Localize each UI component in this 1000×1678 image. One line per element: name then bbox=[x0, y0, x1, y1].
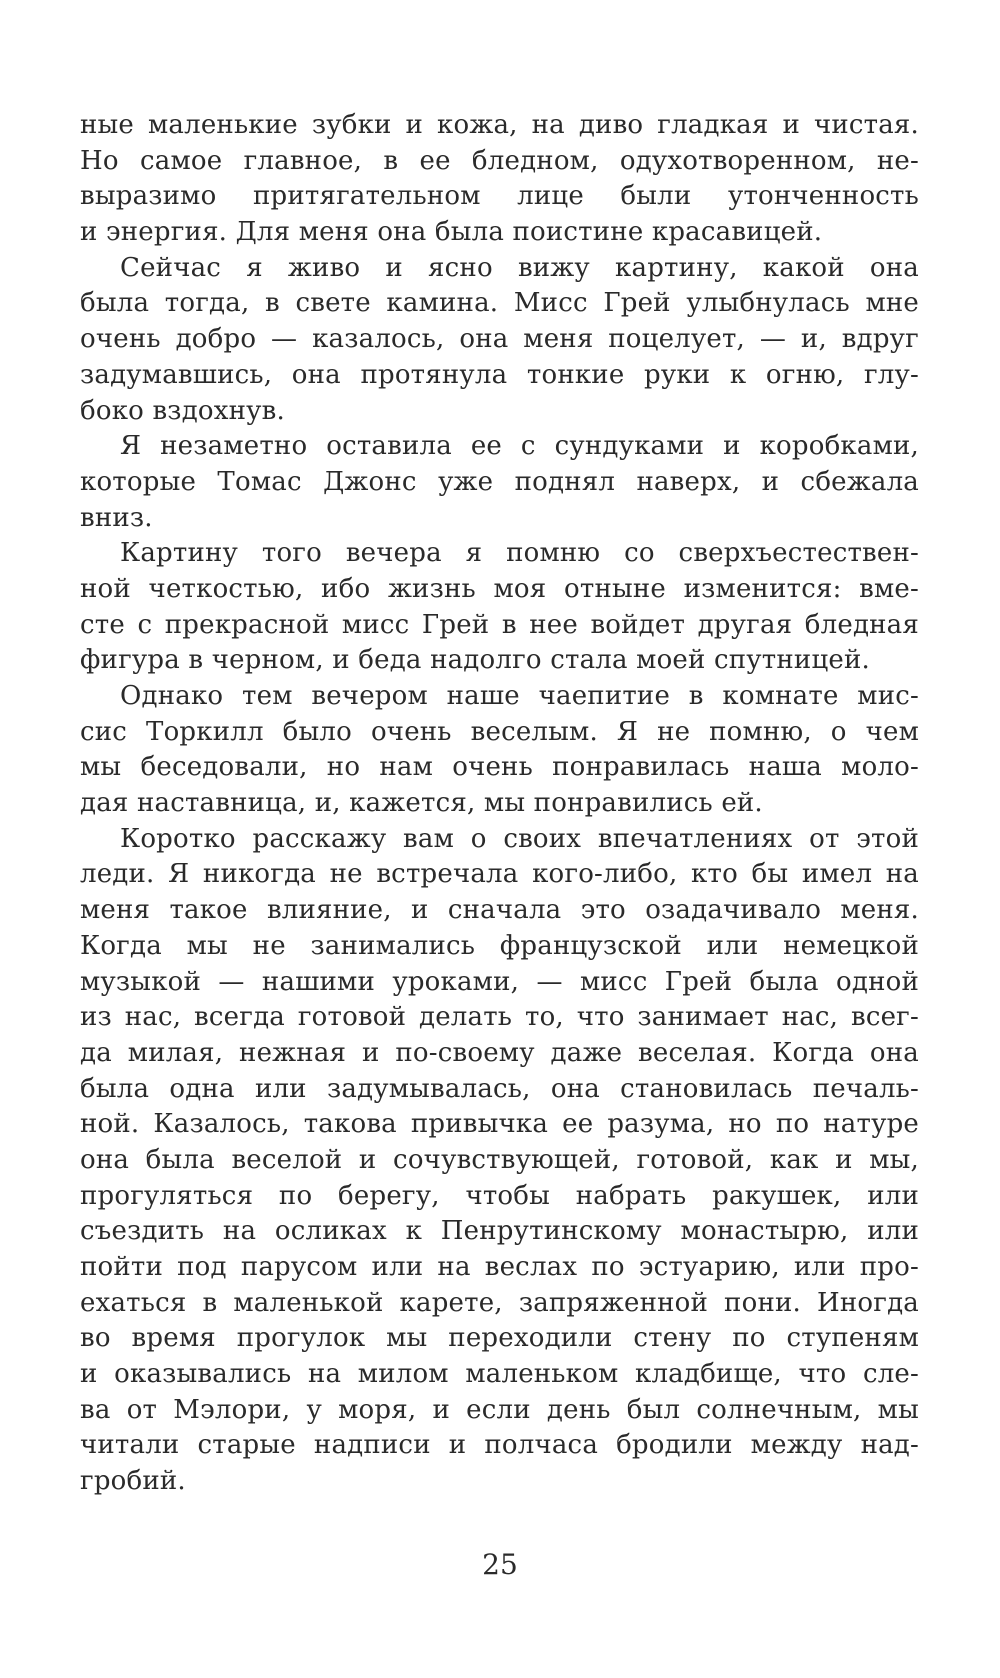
text-line: сис Торкилл было очень веселым. Я не помню, о чем bbox=[80, 716, 919, 747]
text-line: читали старые надписи и полчаса бродили между над- bbox=[80, 1430, 919, 1461]
text-line: дая наставница, и, кажется, мы понравились ей. bbox=[80, 788, 763, 819]
text-line: сте с прекрасной мисс Грей в нее войдет другая бледная bbox=[80, 609, 919, 640]
text-line: выразимо притягательном лице были утонченность bbox=[80, 181, 919, 212]
text-line: задумавшись, она протянула тонкие руки к огню, глу- bbox=[80, 359, 919, 390]
text-line: ные маленькие зубки и кожа, на диво гладкая и чистая. bbox=[80, 110, 919, 140]
text-line: боко вздохнув. bbox=[80, 395, 285, 426]
text-line: и энергия. Для меня она была поистине красавицей. bbox=[80, 217, 823, 248]
text-line: из нас, всегда готовой делать то, что занимает нас, всег- bbox=[80, 1002, 919, 1033]
body-text bbox=[80, 108, 919, 1500]
text-line: Однако тем вечером наше чаепитие в комнате мис- bbox=[120, 681, 919, 711]
text-line: была тогда, в свете камина. Мисс Грей улыбнулась мне bbox=[80, 288, 919, 319]
text-line: ной. Казалось, такова привычка ее разума, но по натуре bbox=[80, 1109, 919, 1140]
text-line: была одна или задумывалась, она становилась печаль- bbox=[80, 1073, 919, 1104]
text-line: Картину того вечера я помню со сверхъестествен- bbox=[120, 538, 919, 569]
text-line: музыкой — нашими уроками, — мисс Грей была одной bbox=[80, 966, 919, 997]
text-line: мы беседовали, но нам очень понравилась наша моло- bbox=[80, 752, 919, 783]
text-line: очень добро — казалось, она меня поцелует, — и, вдруг bbox=[80, 324, 919, 355]
text-line: гробий. bbox=[80, 1466, 186, 1497]
text-line: ной четкостью, ибо жизнь моя отныне изменится: вме- bbox=[80, 573, 919, 604]
text-line: да милая, нежная и по-своему даже веселая. Когда она bbox=[80, 1037, 919, 1068]
text-line: пойти под парусом или на веслах по эстуарию, или про- bbox=[80, 1252, 919, 1282]
text-line: ехаться в маленькой карете, запряженной пони. Иногда bbox=[80, 1287, 919, 1318]
text-line: Когда мы не занимались французской или немецкой bbox=[80, 930, 919, 961]
text-line: Сейчас я живо и ясно вижу картину, какой она bbox=[120, 252, 919, 283]
text-line: Коротко расскажу вам о своих впечатлениях от этой bbox=[120, 823, 919, 854]
text-line: ва от Мэлори, у моря, и если день был солнечным, мы bbox=[80, 1394, 919, 1425]
text-line: которые Томас Джонс уже поднял наверх, и сбежала bbox=[80, 466, 919, 497]
text-line: фигура в черном, и беда надолго стала моей спутницей. bbox=[80, 645, 870, 676]
text-line: прогуляться по берегу, чтобы набрать ракушек, или bbox=[80, 1180, 919, 1211]
text-line: Но самое главное, в ее бледном, одухотворенном, не- bbox=[80, 145, 919, 176]
text-line: она была веселой и сочувствующей, готовой, как и мы, bbox=[80, 1144, 919, 1175]
page-number: 25 bbox=[482, 1548, 518, 1581]
text-line: съездить на осликах к Пенрутинскому монастырю, или bbox=[80, 1216, 919, 1247]
text-line: во время прогулок мы переходили стену по ступеням bbox=[80, 1323, 919, 1354]
text-line: меня такое влияние, и сначала это озадачивало меня. bbox=[80, 895, 919, 926]
text-line: и оказывались на милом маленьком кладбище, что сле- bbox=[80, 1359, 919, 1390]
text-line: вниз. bbox=[80, 502, 153, 533]
text-line: леди. Я никогда не встречала кого-либо, кто бы имел на bbox=[80, 859, 919, 890]
text-line: Я незаметно оставила ее с сундуками и коробками, bbox=[120, 431, 919, 462]
